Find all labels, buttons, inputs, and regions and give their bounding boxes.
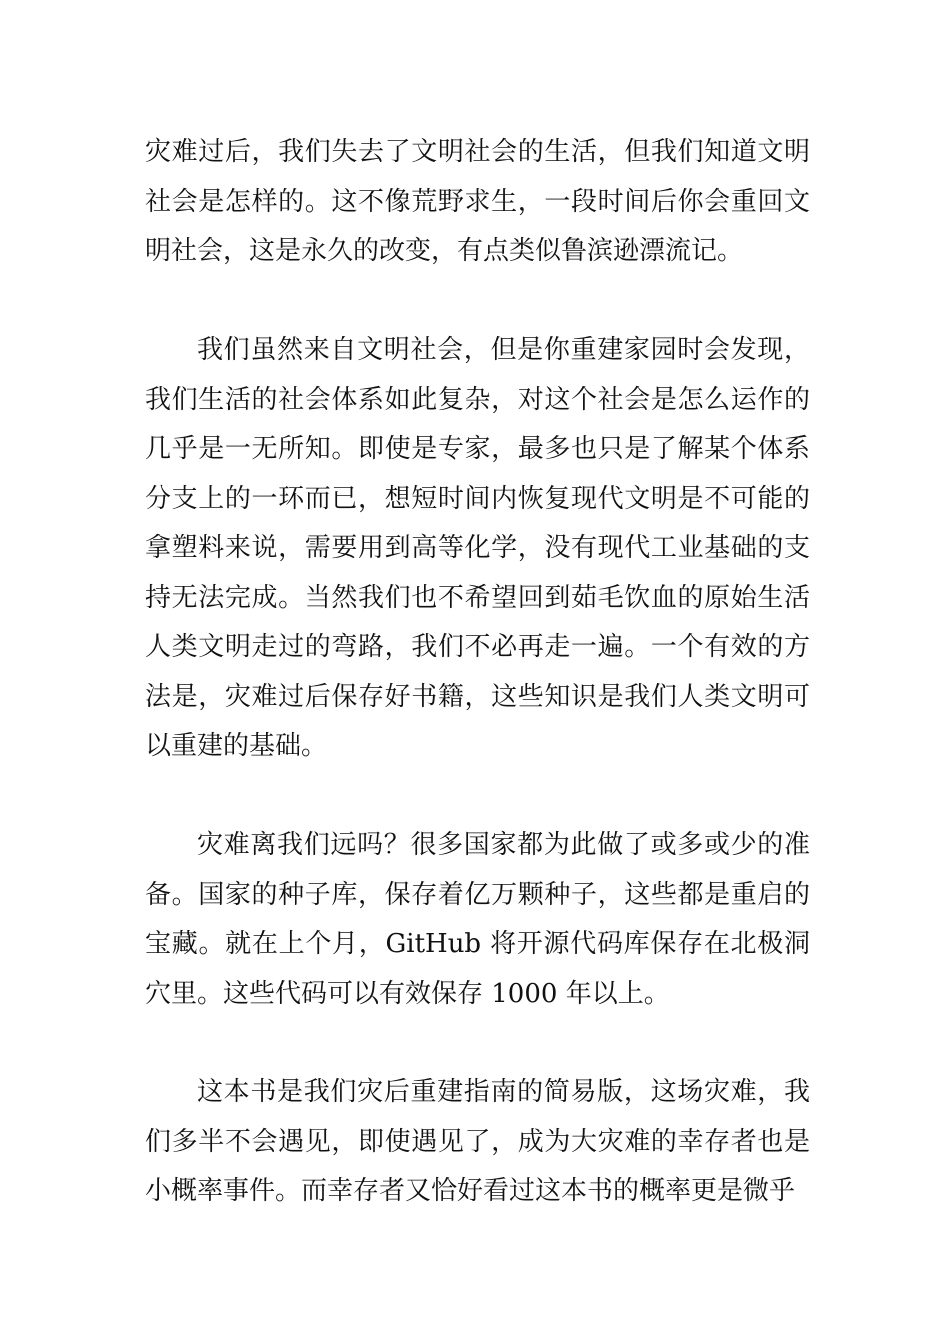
paragraph-1: 灾难过后，我们失去了文明社会的生活，但我们知道文明社会是怎样的。这不像荒野求生，一段时间后你会重回文明社会，这是永久的改变，有点类似鲁滨逊漂流记。 bbox=[145, 137, 810, 266]
paragraph-3: 灾难离我们远吗？很多国家都为此做了或多或少的准备。国家的种子库，保存着亿万颗种子，这些都是重启的宝藏。就在上个月，GitHub 将开源代码库保存在北极洞穴里。这些代码可以有效保存 1000 年以上。 bbox=[145, 830, 810, 1009]
paragraph-4: 这本书是我们灾后重建指南的简易版，这场灾难，我们多半不会遇见，即使遇见了，成为大灾难的幸存者也是小概率事件。而幸存者又恰好看过这本书的概率更是微乎 bbox=[145, 1077, 810, 1206]
paragraph-2: 我们虽然来自文明社会，但是你重建家园时会发现，我们生活的社会体系如此复杂，对这个社会是怎么运作的几乎是一无所知。即使是专家，最多也只是了解某个体系分支上的一环而已，想短时间内恢复现代文明是不可能的拿塑料来说，需要用到高等化学，没有现代工业基础的支持无法完成。当然我们也不希望回到茹毛饮血的原始生活人类文明走过的弯路，我们不必再走一遍。一个有效的方法是，灾难过后保存好书籍，这些知识是我们人类文明可以重建的基础。 bbox=[145, 335, 810, 761]
